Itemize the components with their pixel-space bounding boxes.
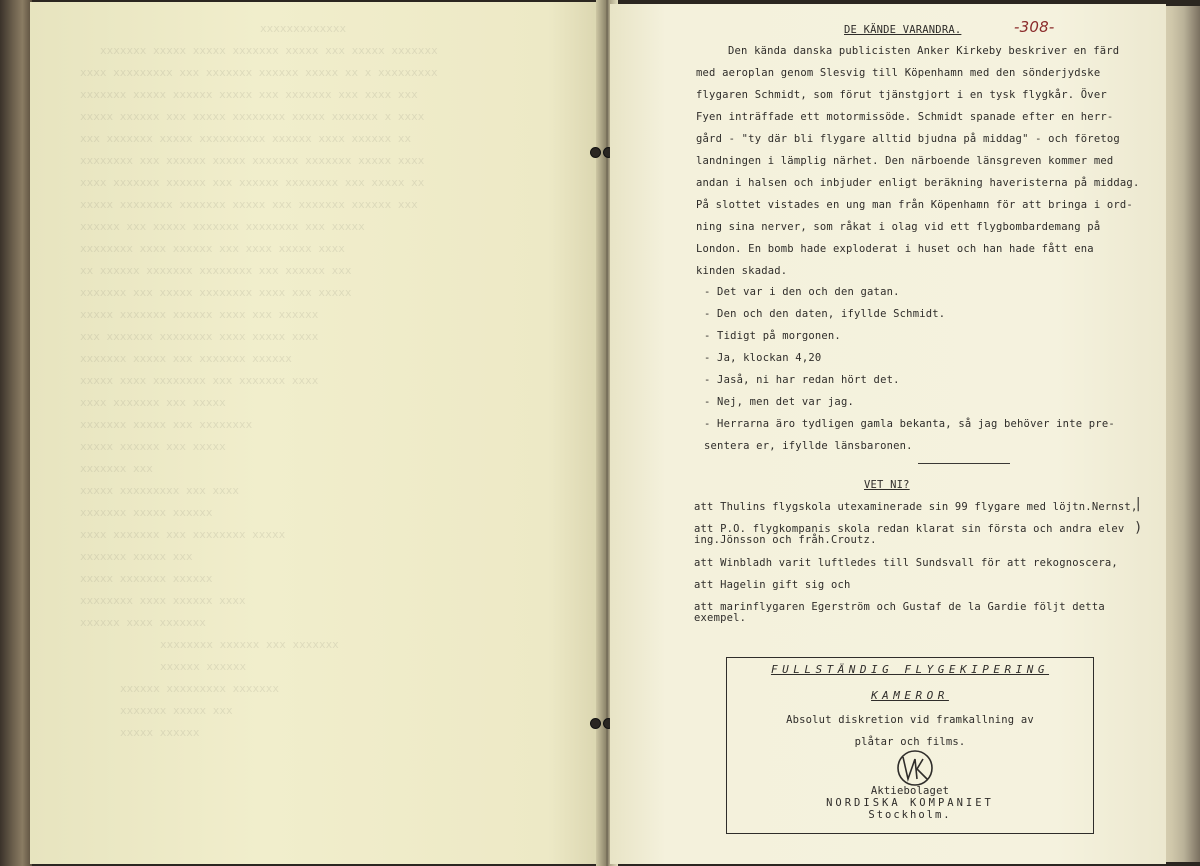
vet-ni-item: att marinflygaren Egerström och Gustaf de la Gardie följt detta: [694, 601, 1105, 613]
ad-subhead: KAMEROR: [871, 689, 949, 702]
left-page-bleedthrough: xxxxxxxxxxxxx xxxxxxx xxxxx xxxxx xxxxxxx xxxxx xxx xxxxx xxxxxxx xxxx xxxxxxxxx xxx xxxxxxx xxxxxx xxxxx xx x xxxxxxxxx xxxxxxx xxxxx xxxxxx xxxxx xxx xxxxxxx xxx xxxx xxx xxxxx xxxxxx xxx xxxxx xxxxxxxx xxxxx xxxxxxx x xxxx xxx xxxxxxx xxxxx xxxxxxxxxx xxxxxx xxxx xxxxxx xx xxxxxxxx xxx xxxxxx xxxxx xxxxxxx xxxxxxx xxxxx xxxx xxxx xxxxxxx xxxxxx xxx xxxxxx xxxxxxxx xxx xxxxx xx xxxxx xxxxxxxx xxxxxxx xxxxx xxx xxxxxxx xxxxxx xxx xxxxxx xxx xxxxx xxxxxxx xxxxxxxx xxx xxxxx xxxxxxxx xxxx xxxxxx xxx xxxx xxxxx xxxx xx xxxxxx xxxxxxx xxxxxxxx xxx xxxxxx xxx xxxxxxx xxx xxxxx xxxxxxxx xxxx xxx xxxxx xxxxx xxxxxxx xxxxxx xxxx xxx xxxxxx xxx xxxxxxx xxxxxxxx xxxx xxxxx xxxx xxxxxxx xxxxx xxx xxxxxxx xxxxxx xxxxx xxxx xxxxxxxx xxx xxxxxxx xxxx xxxx xxxxxxx xxx xxxxx xxxxxxx xxxxx xxx xxxxxxxx xxxxx xxxxxx xxx xxxxx xxxxxxx xxx xxxxx xxxxxxxxx xxx xxxx xxxxxxx xxxxx xxxxxx xxxx xxxxxxx xxx xxxxxxxx xxxxx xxxxxxx xxxxx xxx xxxxx xxxxxxx xxxxxx xxxxxxxx xxxx xxxxxx xxxx xxxxxx xxxx xxxxxxx xxxxxxxx xxxxxx xxx xxxxxxx xxxxxx xxxxxx xxxxxx xxxxxxxxx xxxxxxx xxxxxxx xxxxx xxx xxxxx xxxxxx: [80, 22, 438, 739]
dialogue-line: - Det var i den och den gatan.: [704, 286, 900, 298]
vet-ni-item: att Hagelin gift sig och: [694, 579, 851, 591]
vet-ni-item-continuation: ing.Jönsson och fråh.Croutz.: [694, 534, 877, 546]
margin-mark: ): [1134, 520, 1143, 536]
nk-logo-icon: [893, 749, 937, 787]
ad-company-line: Aktiebolaget: [870, 785, 950, 797]
binding-ring: [590, 718, 601, 729]
dialogue-line: - Den och den daten, ifyllde Schmidt.: [704, 308, 946, 320]
vet-ni-item: att P.O. flygkompanis skola redan klarat sin första och andra elev: [694, 523, 1125, 535]
article-line: Den kända danska publicisten Anker Kirkeby beskriver en färd: [728, 45, 1120, 57]
vet-ni-item: att Thulins flygskola utexaminerade sin 99 flygare med löjtn.Nernst,: [694, 501, 1138, 513]
ad-text-line: plåtar och films.: [854, 736, 966, 748]
article-line: På slottet vistades en ung man från Köpenhamn för att bringa i ord-: [696, 199, 1133, 211]
article-line: ning sina nerver, som råkat i olag vid ett flygbombardemang på: [696, 221, 1101, 233]
closing-line: sentera er, ifyllde länsbaronen.: [704, 440, 913, 452]
dialogue-line: - Tidigt på morgonen.: [704, 330, 841, 342]
vet-ni-item: att Winbladh varit luftledes till Sundsvall för att rekognoscera,: [694, 557, 1118, 569]
article-line: Fyen inträffade ett motormissöde. Schmidt spanade efter en herr-: [696, 111, 1114, 123]
article-line: flygaren Schmidt, som förut tjänstgjort i en tysk flygkår. Över: [696, 89, 1107, 101]
article-line: landningen i lämplig närhet. Den närboende länsgreven kommer med: [696, 155, 1114, 167]
dialogue-line: - Nej, men det var jag.: [704, 396, 854, 408]
binding-ring: [590, 147, 601, 158]
section-divider: [918, 463, 1010, 464]
article-title: DE KÄNDE VARANDRA.: [844, 24, 962, 36]
article-line: andan i halsen och inbjuder enligt beräkning haveristerna på middag.: [696, 177, 1140, 189]
advertisement-box: [726, 657, 1094, 834]
ad-company-line: Stockholm.: [868, 809, 952, 821]
vet-ni-title: VET NI?: [864, 479, 910, 491]
ad-headline: FULLSTÄNDIG FLYGEKIPERING: [770, 663, 1050, 676]
handwritten-page-number: -308-: [1014, 18, 1055, 36]
margin-mark: |: [1134, 496, 1143, 512]
article-line: kinden skadad.: [696, 265, 788, 277]
book-spine: [0, 0, 32, 866]
vet-ni-item-continuation: exempel.: [694, 612, 747, 624]
dialogue-line: - Jaså, ni har redan hört det.: [704, 374, 900, 386]
closing-line: - Herrarna äro tydligen gamla bekanta, så jag behöver inte pre-: [704, 418, 1115, 430]
ad-text-line: Absolut diskretion vid framkallning av: [786, 714, 1034, 726]
article-line: med aeroplan genom Slesvig till Köpenhamn med den sönderjydske: [696, 67, 1101, 79]
page-stack-edge: [1160, 6, 1200, 862]
article-line: London. En bomb hade exploderat i huset och han hade fått ena: [696, 243, 1094, 255]
article-line: gård - "ty där bli flygare alltid bjudna på middag" - och företog: [696, 133, 1120, 145]
ad-company-line: NORDISKA KOMPANIET: [826, 797, 994, 809]
dialogue-line: - Ja, klockan 4,20: [704, 352, 822, 364]
